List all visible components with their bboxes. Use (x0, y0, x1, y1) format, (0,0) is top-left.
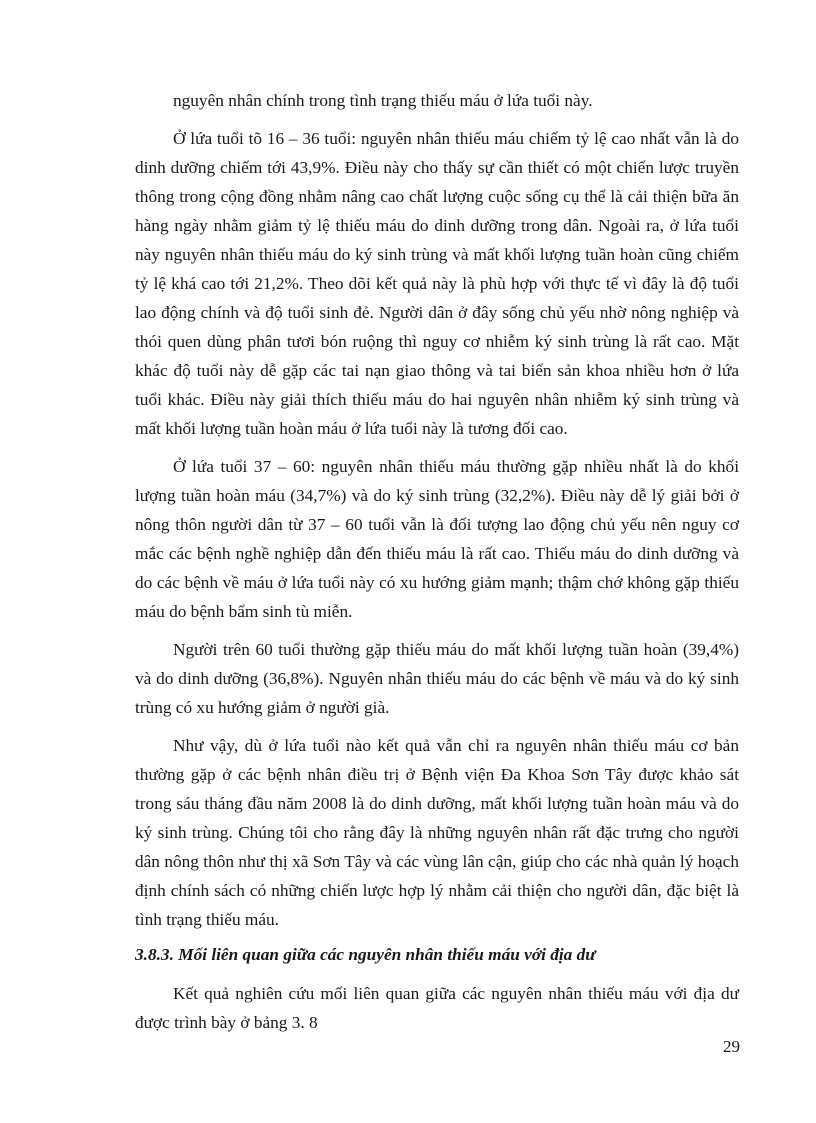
body-text (135, 86, 739, 1046)
paragraph-age-37-60: Ở lứa tuổi 37 – 60: nguyên nhân thiếu máu thường gặp nhiều nhất là do khối lượng tuần hoàn máu (34,7%) và do ký sinh trùng (32,2%). Điều này dễ lý giải bởi ở nông thôn người dân từ 37 – 60 tuổi vẫn là đối tượng lao động chủ yếu nên nguy cơ mắc các bệnh nghề nghiệp dẫn đến thiếu máu là rất cao. Thiếu máu do dinh dưỡng và do các bệnh về máu ở lứa tuổi này có xu hướng giảm mạnh; thậm chớ không gặp thiếu máu do bệnh bẩm sinh tù miễn. (135, 457, 739, 621)
paragraph-continuation: nguyên nhân chính trong tình trạng thiếu máu ở lứa tuổi này. (173, 91, 593, 110)
paragraph-closing: Kết quả nghiên cứu mối liên quan giữa các nguyên nhân thiếu máu với địa dư được trình bày ở bảng 3. 8 (135, 984, 739, 1032)
paragraph-over-60: Người trên 60 tuổi thường gặp thiếu máu do mất khối lượng tuần hoàn (39,4%) và do dinh dưỡng (36,8%). Nguyên nhân thiếu máu do các bệnh về máu và do ký sinh trùng có xu hướng giảm ở người già. (135, 640, 739, 717)
paragraph-age-16-36: Ở lứa tuổi tõ 16 – 36 tuổi: nguyên nhân thiếu máu chiếm tỷ lệ cao nhất vẫn là do dinh dưỡng chiếm tới 43,9%. Điều này cho thấy sự cần thiết có một chiến lược truyền thông trong cộng đồng nhằm nâng cao chất lượng cuộc sống cụ thể là cải thiện bữa ăn hàng ngày nhằm giảm tỷ lệ thiếu máu do dinh dưỡng trong dân. Ngoài ra, ở lứa tuổi này nguyên nhân thiếu máu do ký sinh trùng và mất khối lượng tuần hoàn cũng chiếm tỷ lệ khá cao tới 21,2%. Theo dõi kết quả này là phù hợp với thực tế vì đây là độ tuổi lao động chính và độ tuổi sinh đẻ. Người dân ở đây sống chủ yếu nhờ nông nghiệp và thói quen dùng phân tươi bón ruộng thì nguy cơ nhiễm ký sinh trùng là rất cao. Mặt khác độ tuổi này dễ gặp các tai nạn giao thông và tai biến sản khoa nhiều hơn ở lứa tuổi khác. Điều này giải thích thiếu máu do hai nguyên nhân nhiễm ký sinh trùng và mất khối lượng tuần hoàn máu ở lứa tuổi này là tương đối cao. (135, 129, 739, 438)
paragraph-summary: Như vậy, dù ở lứa tuổi nào kết quả vẫn chỉ ra nguyên nhân thiếu máu cơ bản thường gặp ở các bệnh nhân điều trị ở Bệnh viện Đa Khoa Sơn Tây được khảo sát trong sáu tháng đầu năm 2008 là do dinh dưỡng, mất khối lượng tuần hoàn máu và do ký sinh trùng. Chúng tôi cho rằng đây là những nguyên nhân rất đặc trưng cho người dân nông thôn như thị xã Sơn Tây và các vùng lân cận, giúp cho các nhà quản lý hoạch định chính sách có những chiến lược hợp lý nhằm cải thiện cho người dân, đặc biệt là tình trạng thiếu máu. (135, 736, 739, 929)
page-number: 29 (723, 1037, 740, 1056)
section-heading: 3.8.3. Mối liên quan giữa các nguyên nhân thiếu máu với địa dư (135, 945, 596, 964)
